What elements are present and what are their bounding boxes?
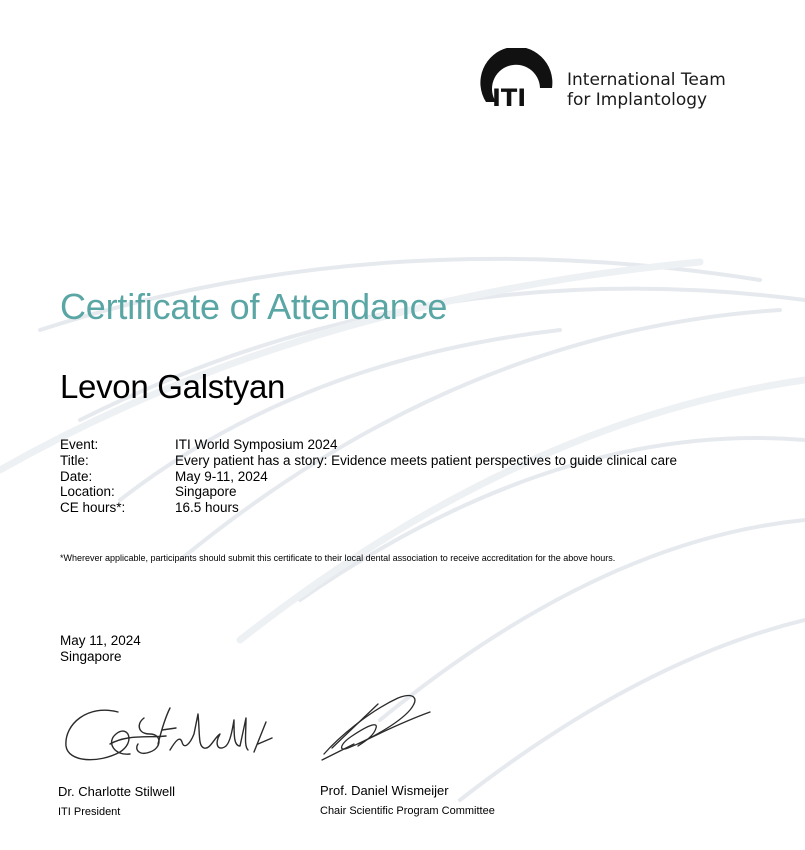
signatory-chair: [320, 783, 495, 819]
detail-value: 16.5 hours: [175, 500, 239, 516]
accreditation-footnote: *Wherever applicable, participants should submit this certificate to their local dental association to receive accreditation for the above hours.: [60, 553, 616, 563]
detail-label: Date:: [60, 468, 93, 484]
detail-label: Event:: [60, 437, 99, 452]
signatory-name: Dr. Charlotte Stilwell: [58, 784, 176, 799]
detail-value: May 9-11, 2024: [175, 468, 268, 484]
recipient-name: Levon Galstyan: [60, 368, 286, 405]
detail-row-location: [60, 484, 677, 500]
logo-mark-text: ITI: [492, 84, 527, 112]
logo-line-2: for Implantology: [567, 90, 708, 110]
detail-label: Title:: [60, 452, 89, 468]
issue-block: [60, 633, 141, 665]
logo-line-1: International Team: [567, 70, 726, 90]
detail-value: Every patient has a story: Evidence meets patient perspectives to guide clinical care: [175, 452, 678, 468]
event-details: [60, 437, 677, 516]
detail-row-ce-hours: [60, 500, 677, 516]
detail-row-event: [60, 437, 677, 453]
detail-value: ITI World Symposium 2024: [175, 437, 338, 452]
logo-wordmark: [567, 70, 726, 110]
signatory-president: [58, 784, 175, 820]
iti-logo: [478, 48, 738, 128]
detail-row-date: [60, 469, 677, 485]
signatory-role: ITI President: [58, 806, 121, 818]
signature-wismeijer: [318, 688, 438, 773]
signatory-role: Chair Scientific Program Committee: [320, 805, 495, 817]
iti-logo-mark: [478, 48, 558, 128]
signature-stilwell: [58, 694, 278, 774]
detail-value: Singapore: [175, 484, 237, 500]
certificate-title: Certificate of Attendance: [60, 286, 448, 327]
issue-date: May 11, 2024: [60, 633, 141, 648]
detail-row-title: [60, 453, 677, 469]
issue-place: Singapore: [60, 649, 122, 664]
detail-label: Location:: [60, 484, 115, 500]
detail-label: CE hours*:: [60, 500, 126, 516]
signatory-name: Prof. Daniel Wismeijer: [320, 783, 449, 798]
